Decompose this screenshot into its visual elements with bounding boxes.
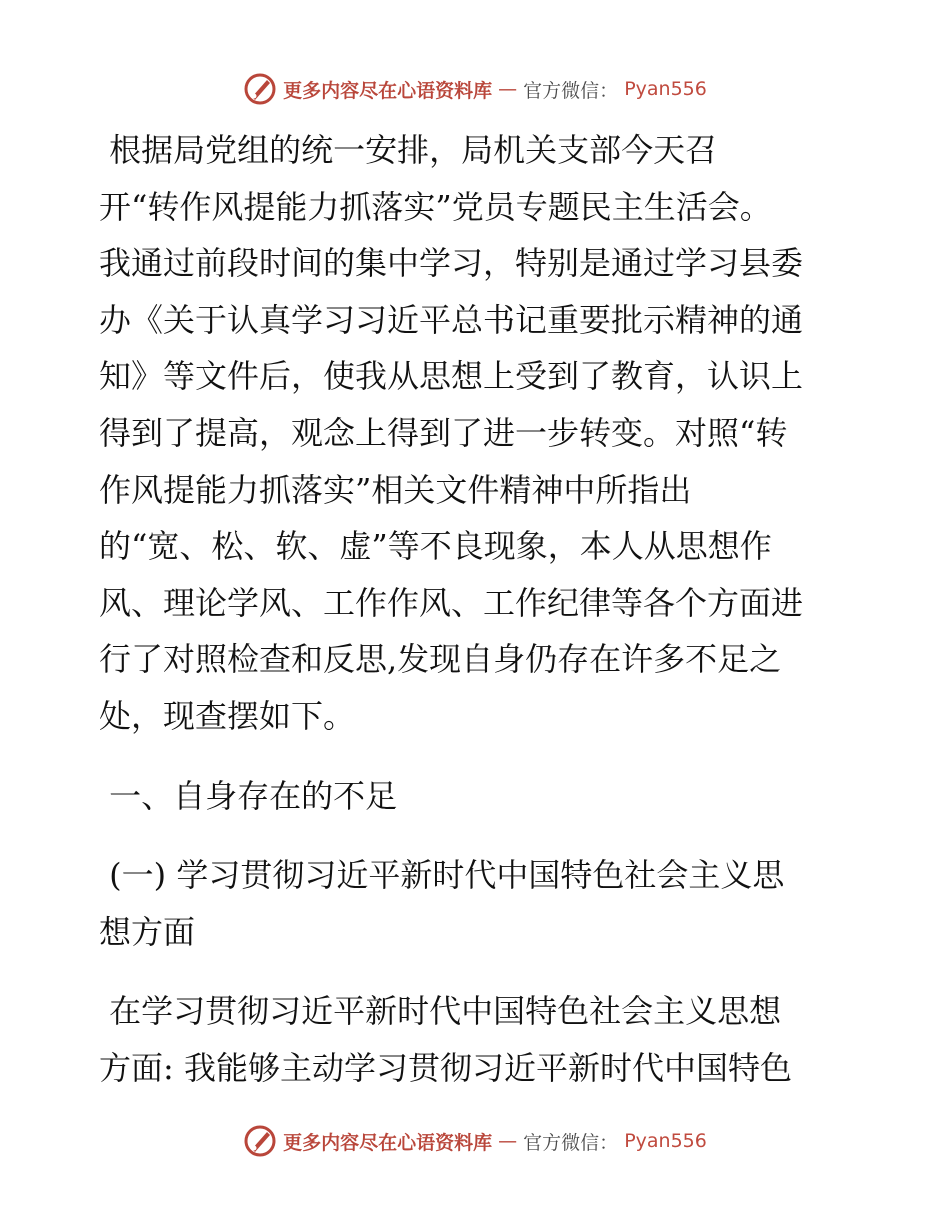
text-line: 在学习贯彻习近平新时代中国特色社会主义思想 xyxy=(99,992,782,1031)
text-line: 作风提能力抓落实”相关文件精神中所指出 xyxy=(99,470,692,509)
brand-logo-icon xyxy=(243,1124,277,1158)
watermark-dash: — xyxy=(498,78,518,100)
document-body xyxy=(99,122,859,1097)
watermark-wechat-id: Pyan556 xyxy=(624,78,707,100)
text-line: 开“转作风提能力抓落实”党员专题民主生活会。 xyxy=(99,187,772,226)
text-line: 的“宽、松、软、虚”等不良现象，本人从思想作 xyxy=(99,527,772,566)
section-heading: 一、自身存在的不足 xyxy=(99,776,398,815)
subsection-heading xyxy=(99,847,859,960)
text-line: (一) 学习贯彻习近平新时代中国特色社会主义思 xyxy=(99,856,785,895)
watermark-dash: — xyxy=(498,1130,518,1152)
text-line: 我通过前段时间的集中学习，特别是通过学习县委 xyxy=(99,244,804,283)
text-line: 行了对照检查和反思,发现自身仍存在许多不足之 xyxy=(99,640,782,679)
text-line: 办《关于认真学习习近平总书记重要批示精神的通 xyxy=(99,300,804,339)
text-line: 方面: 我能够主动学习贯彻习近平新时代中国特色 xyxy=(99,1048,792,1087)
brand-logo-icon xyxy=(243,72,277,106)
text-line: 风、理论学风、工作作风、工作纪律等各个方面进 xyxy=(99,583,804,622)
watermark-brand: 更多内容尽在心语资料库 xyxy=(283,79,493,102)
watermark-header xyxy=(0,72,950,106)
text-line: 根据局党组的统一安排，局机关支部今天召 xyxy=(99,131,718,169)
text-line: 得到了提高，观念上得到了进一步转变。对照“转 xyxy=(99,413,788,452)
text-line: 处，现查摆如下。 xyxy=(99,696,356,735)
paragraph-intro xyxy=(99,122,859,745)
watermark-brand: 更多内容尽在心语资料库 xyxy=(283,1131,493,1154)
watermark-official-label: 官方微信： xyxy=(523,79,619,102)
watermark-footer xyxy=(0,1124,950,1158)
text-line: 想方面 xyxy=(99,912,196,951)
watermark-wechat-id: Pyan556 xyxy=(624,1130,707,1152)
paragraph-study xyxy=(99,983,859,1096)
text-line: 知》等文件后，使我从思想上受到了教育，认识上 xyxy=(99,357,804,396)
watermark-official-label: 官方微信： xyxy=(523,1131,619,1154)
